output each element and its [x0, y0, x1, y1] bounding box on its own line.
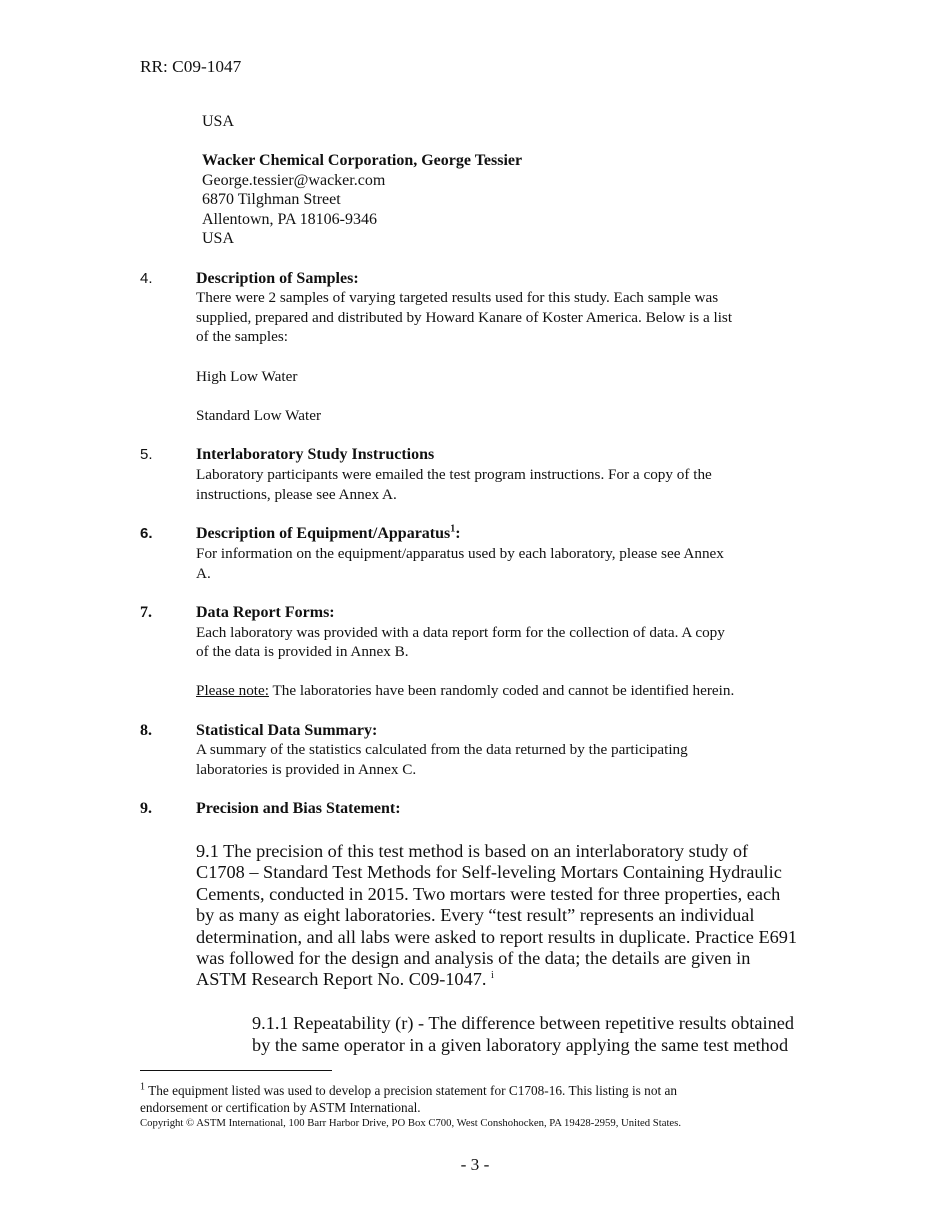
section-text-line: laboratories is provided in Annex C. — [196, 761, 417, 778]
section-title: Description of Samples: — [196, 270, 359, 287]
section-title-wrap — [196, 524, 461, 544]
paragraph-line: ASTM Research Report No. C09-1047. — [196, 969, 487, 989]
paragraph-line-last — [196, 969, 494, 990]
section-number: 5. — [140, 446, 153, 463]
section-text-line: of the data is provided in Annex B. — [196, 643, 409, 660]
page-number: - 3 - — [460, 1155, 490, 1174]
section-title: Data Report Forms: — [196, 604, 335, 621]
paragraph-line: determination, and all labs were asked to report results in duplicate. Practice E691 — [196, 927, 798, 947]
paragraph-line: 9.1 The precision of this test method is based on an interlaboratory study of — [196, 841, 749, 861]
section-title-colon: : — [455, 525, 461, 542]
section-text-line: A. — [196, 565, 211, 582]
section-title: Description of Equipment/Apparatus — [196, 525, 451, 542]
contact-email: George.tessier@wacker.com — [202, 172, 386, 189]
contact-country: USA — [202, 230, 235, 247]
paragraph-line: C1708 – Standard Test Methods for Self-leveling Mortars Containing Hydraulic — [196, 862, 782, 882]
paragraph-line: 9.1.1 Repeatability (r) - The difference between repetitive results obtained — [252, 1013, 794, 1033]
section-text-line: instructions, please see Annex A. — [196, 486, 397, 503]
contact-name: Wacker Chemical Corporation, George Tessier — [202, 152, 523, 169]
footnote-line — [140, 1083, 677, 1099]
endnote-reference[interactable]: i — [491, 969, 494, 981]
section-text-line: Laboratory participants were emailed the test program instructions. For a copy of the — [196, 466, 712, 483]
document-reference: RR: C09-1047 — [140, 57, 242, 76]
paragraph-line: by as many as eight laboratories. Every “test result” represents an individual — [196, 905, 755, 925]
section-number: 6. — [140, 525, 153, 542]
footnote-text: The equipment listed was used to develop a precision statement for C1708-16. This listing is not an — [145, 1083, 678, 1098]
section-text-line: A summary of the statistics calculated from the data returned by the participating — [196, 741, 688, 758]
section-number: 8. — [140, 722, 152, 739]
footnote-mark: 1 — [140, 1081, 145, 1093]
section-title: Statistical Data Summary: — [196, 722, 378, 739]
section-text-line: There were 2 samples of varying targeted results used for this study. Each sample was — [196, 289, 719, 306]
sample-item: High Low Water — [196, 368, 298, 385]
sample-item: Standard Low Water — [196, 407, 322, 424]
footnote-separator — [140, 1070, 332, 1071]
contact-city: Allentown, PA 18106-9346 — [202, 211, 377, 228]
contact-street: 6870 Tilghman Street — [202, 191, 341, 208]
footnote-reference[interactable]: 1 — [450, 523, 456, 535]
section-number: 9. — [140, 800, 152, 817]
paragraph-line: by the same operator in a given laboratory applying the same test method — [252, 1035, 789, 1055]
previous-contact-country: USA — [202, 113, 235, 130]
footnote-line: endorsement or certification by ASTM International. — [140, 1100, 421, 1115]
note-label: Please note: — [196, 682, 269, 699]
section-title: Interlaboratory Study Instructions — [196, 446, 435, 463]
note-line — [196, 681, 734, 701]
section-text-line: For information on the equipment/apparatus used by each laboratory, please see Annex — [196, 545, 724, 562]
paragraph-line: Cements, conducted in 2015. Two mortars were tested for three properties, each — [196, 884, 781, 904]
section-number: 7. — [140, 604, 152, 621]
note-text: The laboratories have been randomly coded and cannot be identified herein. — [268, 682, 735, 699]
section-title: Precision and Bias Statement: — [196, 800, 401, 817]
section-text-line: of the samples: — [196, 328, 288, 345]
section-text-line: Each laboratory was provided with a data report form for the collection of data. A copy — [196, 624, 725, 641]
section-text-line: supplied, prepared and distributed by Howard Kanare of Koster America. Below is a list — [196, 309, 733, 326]
paragraph-line: was followed for the design and analysis of the data; the details are given in — [196, 948, 751, 968]
section-number: 4. — [140, 270, 153, 287]
copyright-notice: Copyright © ASTM International, 100 Barr Harbor Drive, PO Box C700, West Conshohocken, PA 19428-2959, United States. — [140, 1117, 682, 1129]
